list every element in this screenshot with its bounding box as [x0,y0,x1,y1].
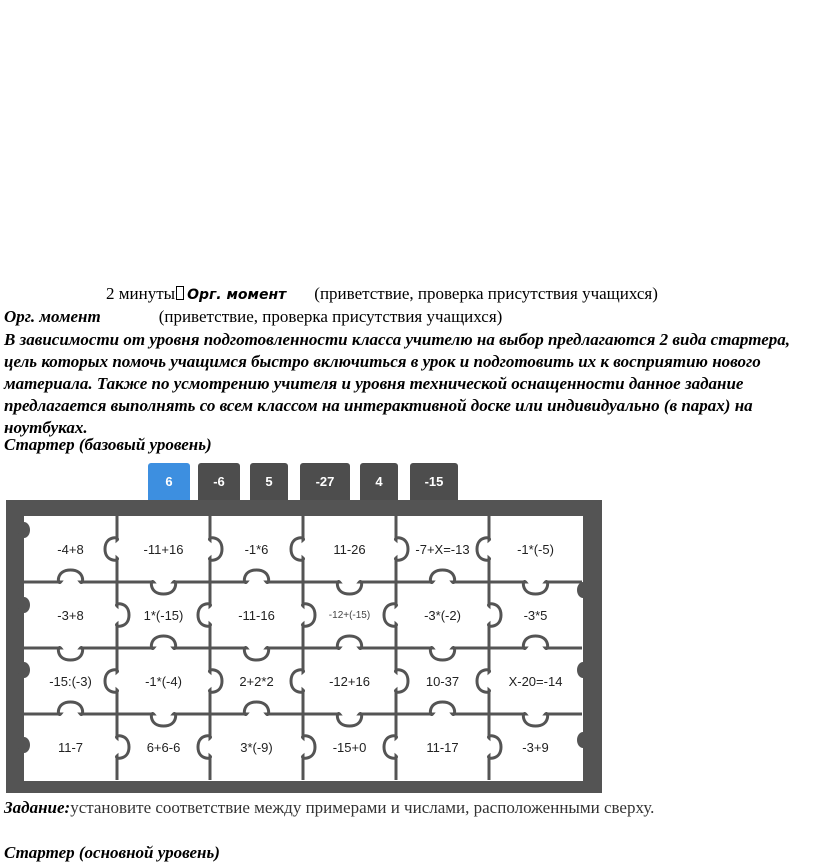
edge-knob [18,737,30,753]
puzzle-piece-r1-c2[interactable]: -11-16 [238,607,275,623]
puzzle-piece-r1-c5[interactable]: -3*5 [523,607,548,623]
agenda-title: Орг. момент [187,287,287,303]
puzzle-piece-r2-c4[interactable]: 10-37 [425,673,460,689]
edge-knob [577,732,589,748]
puzzle-piece-r2-c5[interactable]: X-20=-14 [508,673,563,689]
intro-paragraph: В зависимости от уровня подготовленности класса учителю на выбор предлагаются 2 вида стартера, цель которых помочь учащимся быстро включиться в урок и подготовить их к восприятию нового материала. Также по усмотрению учителя и уровня технической оснащенности данное задание предлагается выполнять со всем классом на интерактивной доске или индивидуально (в парах) на ноутбуках. [4,330,790,437]
missing-glyph-icon [176,286,184,300]
edge-knob [577,662,589,678]
puzzle-piece-r0-c5[interactable]: -1*(-5) [517,541,554,557]
task-line [4,798,654,818]
answer-tab-4[interactable]: 4 [360,463,398,500]
puzzle-cut-lines [24,516,583,781]
answer-tab-2[interactable]: 5 [250,463,288,500]
puzzle-piece-r3-c3[interactable]: -15+0 [332,739,367,755]
edge-knob [18,597,30,613]
starter-basic-heading: Стартер (базовый уровень) [4,435,212,454]
starter-main-heading: Стартер (основной уровень) [4,843,220,862]
puzzle-piece-r1-c4[interactable]: -3*(-2) [424,607,461,623]
puzzle-piece-r3-c5[interactable]: -3+9 [522,739,549,755]
answer-tab-3[interactable]: -27 [300,463,350,500]
puzzle-piece-r0-c3[interactable]: 11-26 [333,541,366,557]
edge-knob [18,522,30,538]
task-label: Задание: [4,798,71,817]
answer-tab-0[interactable]: 6 [148,463,190,500]
org-moment-title: Орг. момент [4,307,101,326]
puzzle-piece-r3-c4[interactable]: 11-17 [426,739,459,755]
edge-knob [577,582,589,598]
edge-knob [18,662,30,678]
puzzle-piece-r0-c4[interactable]: -7+X=-13 [415,541,470,557]
puzzle-grid [24,516,583,781]
puzzle-piece-r2-c0[interactable]: -15:(-3) [49,673,92,689]
puzzle-piece-r3-c2[interactable]: 3*(-9) [240,739,273,755]
puzzle-piece-r2-c1[interactable]: -1*(-4) [145,673,182,689]
puzzle-piece-r0-c0[interactable]: -4+8 [57,541,84,557]
puzzle-piece-r1-c1[interactable]: 1*(-15) [143,607,184,623]
puzzle-piece-r1-c3[interactable]: -12+(-15) [328,609,371,621]
agenda-note: (приветствие, проверка присутствия учащихся) [314,284,658,303]
puzzle-piece-r3-c0[interactable]: 11-7 [57,739,84,755]
puzzle-piece-r1-c0[interactable]: -3+8 [57,607,84,623]
org-moment-note: (приветствие, проверка присутствия учащихся) [158,307,503,326]
puzzle-piece-r2-c3[interactable]: -12+16 [329,673,370,689]
puzzle-piece-r2-c2[interactable]: 2+2*2 [239,673,274,689]
puzzle-piece-r3-c1[interactable]: 6+6-6 [146,739,181,755]
duration-text: 2 минуты [106,284,176,303]
agenda-line [106,284,658,304]
answer-tab-1[interactable]: -6 [198,463,240,500]
puzzle-board [6,500,602,793]
org-moment-line [4,307,502,327]
task-text: установите соответствие между примерами и числами, расположенными сверху. [70,798,655,817]
puzzle-piece-r0-c2[interactable]: -1*6 [244,541,269,557]
puzzle-piece-r0-c1[interactable]: -11+16 [143,541,184,557]
answer-tab-5[interactable]: -15 [410,463,458,500]
